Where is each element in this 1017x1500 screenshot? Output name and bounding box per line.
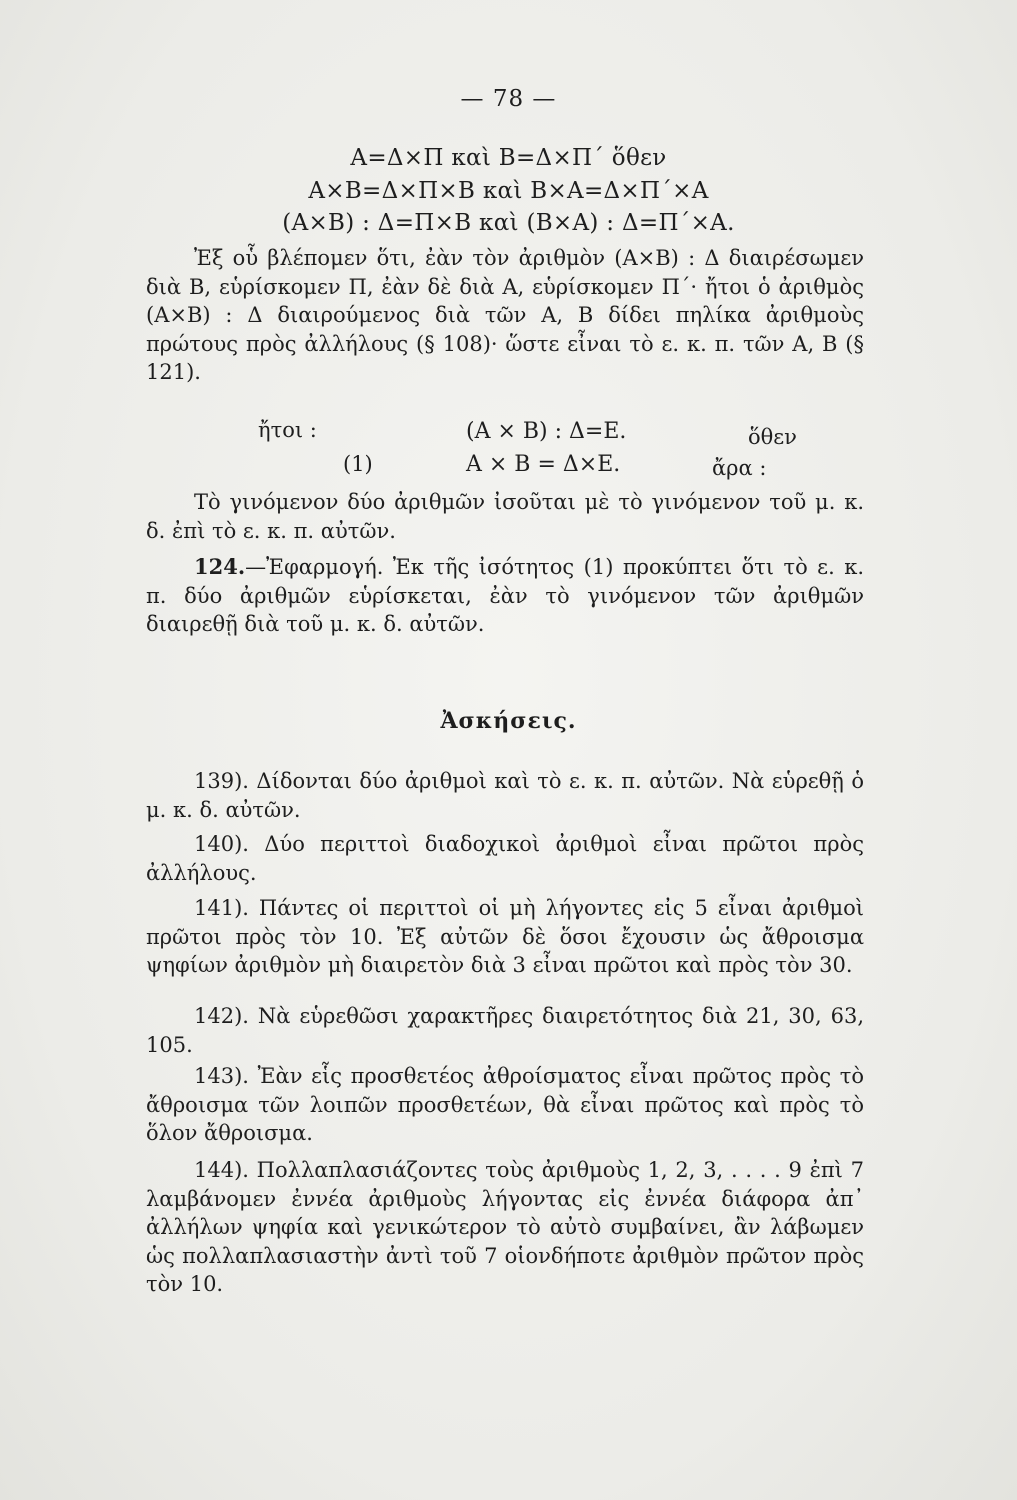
eta-toi-label: ἤτοι : [258,418,317,442]
equation-gcd: (A × B) : Δ=E. [466,419,627,444]
equation-product: A × B = Δ×E. [466,452,621,477]
paragraph-explanation: Ἐξ οὗ βλέπομεν ὅτι, ἐὰν τὸν ἀριθμὸν (A×B) : Δ διαιρέσωμεν διὰ B, εὑρίσκομεν Π, ἐὰν δὲ διὰ A, εὑρίσκομεν Π΄· ἤτοι ὁ ἀριθμὸς (A×B) : Δ διαιρούμενος διὰ τῶν A, B δίδει πηλίκα ἀριθμοὺς πρώτους πρὸς ἀλλήλους (§ 108)· ὥστε εἶναι τὸ ε. κ. π. τῶν A, B (§ 121). [146,246,864,384]
exercise-139: 139). Δίδονται δύο ἀριθμοὶ καὶ τὸ ε. κ. π. αὐτῶν. Νὰ εὑρεθῇ ὁ μ. κ. δ. αὐτῶν. [146,769,864,822]
exercise-143: 143). Ἐὰν εἷς προσθετέος ἀθροίσματος εἶναι πρῶτος πρὸς τὸ ἄθροισμα τῶν λοιπῶν προσθετέων, θὰ εἶναι πρῶτος καὶ πρὸς τὸ ὅλον ἄθροισμα. [146,1064,864,1145]
theorem-statement: Τὸ γινόμενον δύο ἀριθμῶν ἰσοῦται μὲ τὸ γινόμενον τοῦ μ. κ. δ. ἐπὶ τὸ ε. κ. π. αὐτῶν. [146,490,864,543]
exercise-144: 144). Πολλαπλασιάζοντες τοὺς ἀριθμοὺς 1, 2, 3, . . . . 9 ἐπὶ 7 λαμβάνομεν ἐννέα ἀριθμοὺς λήγοντας εἰς ἐννέα διάφορα ἀπ᾽ ἀλλήλων ψηφία καὶ γενικώτερον τὸ αὐτὸ συμβαίνει, ἂν λάβωμεν ὡς πολλαπλασιαστὴν ἀντὶ τοῦ 7 οἱονδήποτε ἀριθμὸν πρῶτον πρὸς τὸν 10. [146,1158,864,1296]
equation-line-3: (A×B) : Δ=Π×B καὶ (B×A) : Δ=Π΄×A. [282,210,735,236]
exercises-heading: Ἀσκήσεις. [440,708,577,734]
exercise-140: 140). Δύο περιττοὶ διαδοχικοὶ ἀριθμοὶ εἶναι πρῶτοι πρὸς ἀλλήλους. [146,832,864,885]
equation-line-1: A=Δ×Π καὶ B=Δ×Π΄ ὅθεν [350,145,667,171]
hothen-label: ὅθεν [748,425,797,449]
section-124: 124.—Ἐφαρμογή. Ἐκ τῆς ἰσότητος (1) προκύπτει ὅτι τὸ ε. κ. π. δύο ἀριθμῶν εὑρίσκεται, ἐὰν τὸ γινόμενον τῶν ἀριθμῶν διαιρεθῇ διὰ τοῦ μ. κ. δ. αὐτῶν. [146,554,864,636]
exercise-142: 142). Νὰ εὑρεθῶσι χαρακτῆρες διαιρετότητος διὰ 21, 30, 63, 105. [146,1004,864,1057]
page-number: — 78 — [460,86,557,112]
equation-line-2: A×B=Δ×Π×B καὶ B×A=Δ×Π΄×A [308,178,709,204]
ara-label: ἄρα : [712,456,767,480]
exercise-141: 141). Πάντες οἱ περιττοὶ οἱ μὴ λήγοντες εἰς 5 εἶναι ἀριθμοὶ πρῶτοι πρὸς τὸν 10. Ἐξ αὐτῶν δὲ ὅσοι ἔχουσιν ὡς ἄθροισμα ψηφίων ἀριθμὸν μὴ διαιρετὸν διὰ 3 εἶναι πρῶτοι καὶ πρὸς τὸν 30. [146,896,864,977]
equation-number-1: (1) [343,452,373,476]
section-number: 124. [194,554,246,579]
